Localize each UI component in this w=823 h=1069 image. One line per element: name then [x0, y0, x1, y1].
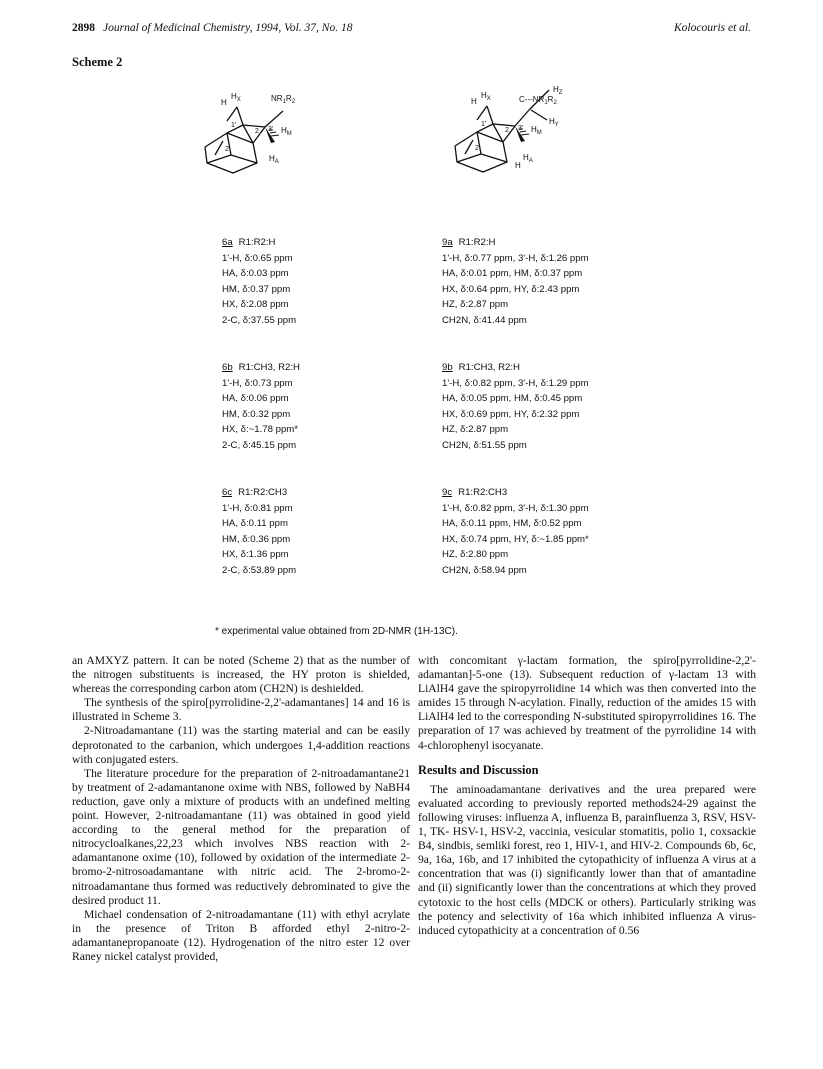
h-label: H	[221, 98, 227, 107]
nmr-line: HA, δ:0.01 ppm, HM, δ:0.37 ppm	[442, 268, 583, 280]
nmr-line: HZ, δ:2.87 ppm	[442, 424, 509, 436]
nmr-line: 1'-H, δ:0.73 ppm	[222, 377, 293, 389]
position-2-label: 2	[255, 128, 259, 135]
nmr-line: HA, δ:0.03 ppm	[222, 268, 289, 280]
paragraph: The synthesis of the spiro[pyrrolidine-2,2'-adamantanes] 14 and 16 is illustrated in Scheme 3.	[72, 696, 410, 724]
nmr-line: HM, δ:0.37 ppm	[222, 283, 291, 295]
nmr-line: HX, δ:0.74 ppm, HY, δ:~1.85 ppm*	[442, 533, 589, 545]
h-label-right: H	[471, 97, 477, 106]
nmr-block-6a	[222, 235, 296, 329]
hm-label: $H_M$	[281, 126, 292, 137]
nmr-line: HZ, δ:2.87 ppm	[442, 299, 509, 311]
body-column-left	[72, 654, 410, 964]
compound-id: 9c	[442, 487, 453, 498]
journal-citation: Journal of Medicinal Chemistry, 1994, Vol. 37, No. 18	[103, 22, 353, 34]
header-left	[72, 22, 352, 34]
compound-id: 6c	[222, 487, 233, 498]
substituents: R1:R2:CH3	[238, 487, 288, 498]
compound-id: 9a	[442, 237, 453, 248]
scheme-label: Scheme 2	[72, 55, 123, 69]
nmr-line: HZ, δ:2.80 ppm	[442, 549, 509, 561]
hy-label: $H_Y$	[549, 117, 559, 128]
substituents: R1:R2:H	[238, 237, 276, 248]
substituents: R1:CH3, R2:H	[238, 362, 300, 373]
position-2-label-right: 2	[505, 127, 509, 134]
compound-header	[442, 485, 589, 501]
nmr-line: HM, δ:0.36 ppm	[222, 533, 291, 545]
nmr-line: 2-C, δ:37.55 ppm	[222, 314, 297, 326]
section-heading: Results and Discussion	[418, 762, 539, 777]
compound-header	[222, 485, 296, 501]
nmr-line: CH2N, δ:58.94 ppm	[442, 564, 527, 576]
nmr-line: 1'-H, δ:0.65 ppm	[222, 252, 293, 264]
substituents: R1:R2:H	[458, 237, 496, 248]
paragraph: an AMXYZ pattern. It can be noted (Scheme 2) that as the number of the nitrogen substituents is increased, the HY proton is shielded, whereas the corresponding carbon atom (CH2N) is deshielded.	[72, 654, 410, 696]
nmr-line: HX, δ:0.69 ppm, HY, δ:2.32 ppm	[442, 408, 580, 420]
nmr-line: 1'-H, δ:0.77 ppm, 3'-H, δ:1.26 ppm	[442, 252, 589, 264]
position-1-label-right: 1'	[481, 121, 487, 128]
nmr-line: HX, δ:0.64 ppm, HY, δ:2.43 ppm	[442, 283, 580, 295]
running-header	[72, 22, 751, 40]
c-nr1r2-label: $C---NR_1R_2$	[519, 95, 557, 106]
nmr-line: CH2N, δ:41.44 ppm	[442, 314, 527, 326]
compound-header	[442, 360, 589, 376]
nmr-line: 1'-H, δ:0.82 ppm, 3'-H, δ:1.30 ppm	[442, 502, 589, 514]
h-low-label: H	[515, 161, 521, 170]
nmr-line: 1'-H, δ:0.81 ppm	[222, 502, 293, 514]
ha-label: $H_A$	[269, 154, 279, 165]
page-number: 2898	[72, 22, 95, 34]
nmr-block-9c	[442, 485, 589, 579]
position-3-label: 3'	[268, 126, 274, 133]
header-authors: Kolocouris et al.	[674, 22, 751, 34]
nr1r2-label: $NR_1R_2$	[271, 94, 296, 105]
scheme-footnote: * experimental value obtained from 2D-NMR (1H-13C).	[215, 626, 458, 637]
nmr-line: HA, δ:0.11 ppm	[222, 518, 288, 530]
compound-header	[222, 360, 300, 376]
structure-right	[435, 80, 595, 195]
hx-label-right: $H_X$	[481, 91, 491, 102]
paragraph: The literature procedure for the preparation of 2-nitroadamantane21 by treatment of 2-adamantanone oxime with NBS, followed by NaBH4 reduction, gave only a mixture of products with an undefined melting point. However, 2-nitroadamantane (11) was obtained in good yield according to the general method for the preparation of nitrocycloalkanes,22,23 which involves NBS reaction with 2-adamantanone oxime (10), followed by oxidation of the intermediate 2-bromo-2-nitrosoadamantane with nitric acid. The 2-bromo-2-nitroadamantane thus formed was reductively debrominated to give the desired product 11.	[72, 766, 410, 907]
compound-header	[442, 235, 589, 251]
hz-label: $H_Z$	[553, 85, 563, 96]
nmr-block-6b	[222, 360, 300, 454]
substituents: R1:R2:CH3	[458, 487, 508, 498]
nmr-line: HX, δ:2.08 ppm	[222, 299, 289, 311]
compound-id: 9b	[442, 362, 453, 373]
hm-label-right: $H_M$	[531, 125, 542, 136]
position-2b-label-right: 2	[475, 145, 479, 152]
compound-id: 6b	[222, 362, 233, 373]
nmr-block-6c	[222, 485, 296, 579]
compound-header	[222, 235, 296, 251]
structure-left	[185, 85, 335, 195]
nmr-line: HX, δ:1.36 ppm	[222, 549, 289, 561]
nmr-block-9a	[442, 235, 589, 329]
position-2b-label: 2	[225, 146, 229, 153]
paragraph: Michael condensation of 2-nitroadamantane (11) with ethyl acrylate in the presence of Triton B afforded ethyl 2-nitro-2-adamantanepropanoate (12). Hydrogenation of the nitro ester 12 over Raney nickel catalyst provided,	[72, 907, 410, 963]
position-3-label-right: 3'	[518, 125, 524, 132]
nmr-line: 1'-H, δ:0.82 ppm, 3'-H, δ:1.29 ppm	[442, 377, 589, 389]
nmr-line: HM, δ:0.32 ppm	[222, 408, 291, 420]
nmr-line: CH2N, δ:51.55 ppm	[442, 439, 527, 451]
nmr-block-9b	[442, 360, 589, 454]
ha-label-right: $H_A$	[523, 153, 533, 164]
paragraph: with concomitant γ-lactam formation, the spiro[pyrrolidine-2,2'-adamantan]-5-one (13). Subsequent reduction of γ-lactam 13 with LiAlH4 gave the spiropyrrolidine 14 which was then converted into the amides 15 through N-acylation. Finally, reduction of the amides 15 with LiAlH4 led to the corresponding N-substituted spiropyrrolidines 16. The preparation of 17 was achieved by treatment of the pyrrolidine 14 with 4-chlorophenyl isocyanate.	[418, 654, 756, 752]
nmr-line: 2-C, δ:45.15 ppm	[222, 439, 297, 451]
nmr-line: HX, δ:~1.78 ppm*	[222, 424, 299, 436]
position-1-label: 1'	[231, 122, 237, 129]
hx-label: $H_X$	[231, 92, 241, 103]
nmr-line: HA, δ:0.11 ppm, HM, δ:0.52 ppm	[442, 518, 582, 530]
nmr-line: HA, δ:0.05 ppm, HM, δ:0.45 ppm	[442, 393, 583, 405]
nmr-line: HA, δ:0.06 ppm	[222, 393, 289, 405]
nmr-line: 2-C, δ:53.89 ppm	[222, 564, 297, 576]
paragraph: 2-Nitroadamantane (11) was the starting material and can be easily deprotonated to the carbanion, which undergoes 1,4-addition reactions with conjugated esters.	[72, 724, 410, 766]
substituents: R1:CH3, R2:H	[458, 362, 520, 373]
body-column-right	[418, 654, 756, 938]
paragraph: The aminoadamantane derivatives and the urea prepared were evaluated according to previously reported methods24-29 against the following viruses: influenza A, influenza B, parainfluenza 3, RSV, HSV-1, TK- HSV-1, HSV-2, vaccinia, vesicular stomatitis, polio 1, coxsackie B4, sindbis, semliki forest, reo 1, HIV-1, and HIV-2. Compounds 6b, 6c, 9a, 16a, 16b, and 17 inhibited the cytopathicity of influenza A virus at a concentration that was (i) significantly lower than that of amantadine and (ii) significantly lower than the concentrations at which they proved cytotoxic to the host cells (MDCK or others). Particularly striking was the potency and selectivity of 16a which inhibited influenza A virus-induced cytopathicity at a concentration of 0.56	[418, 782, 756, 937]
compound-id: 6a	[222, 237, 233, 248]
